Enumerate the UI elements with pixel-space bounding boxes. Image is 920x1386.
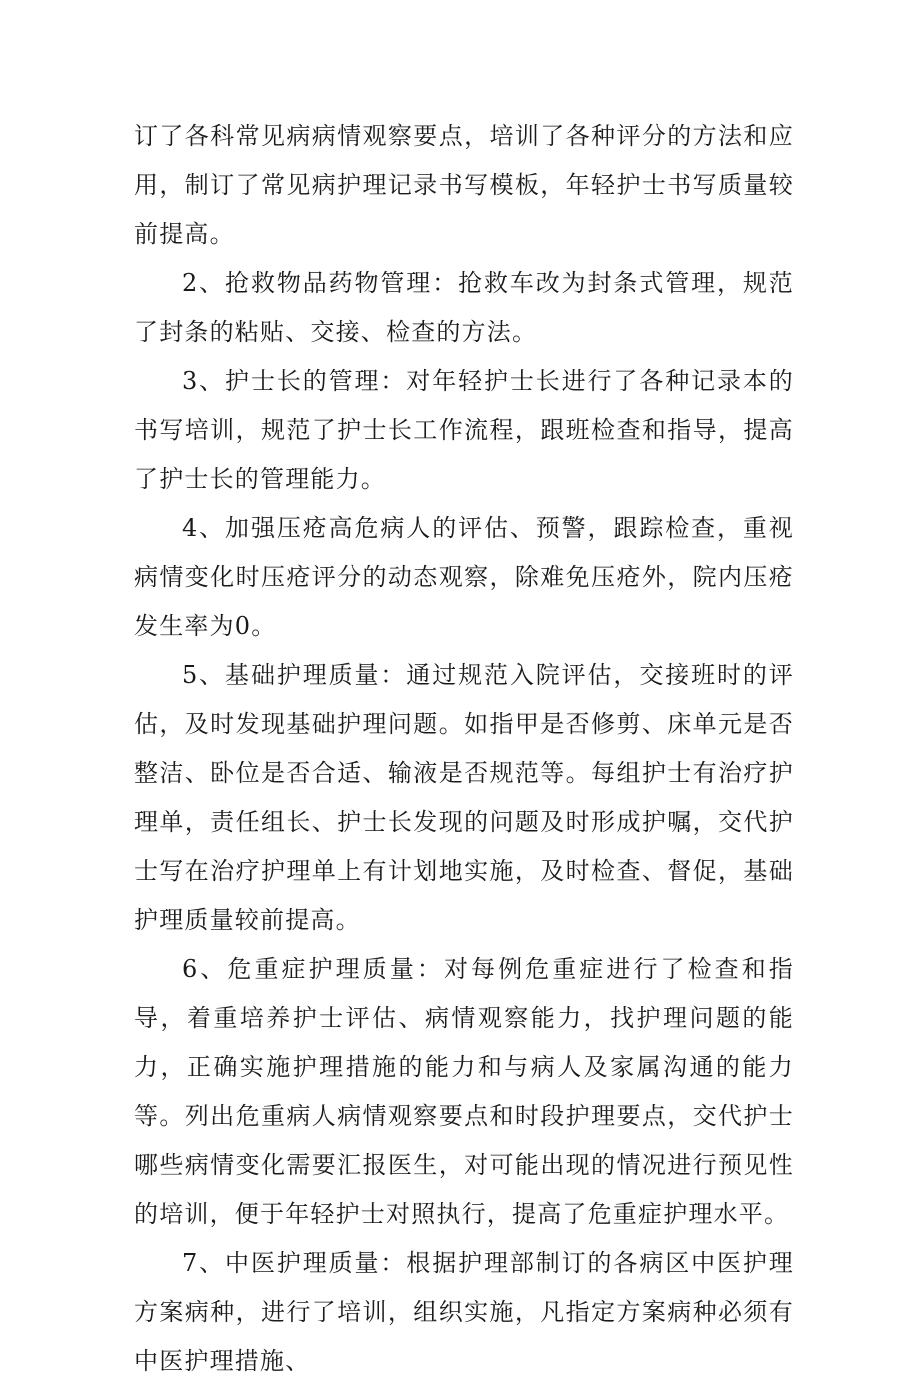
paragraph-item-6-critical-care-quality: 6、危重症护理质量：对每例危重症进行了检查和指导，着重培养护士评估、病情观察能力，找护理问题的能力，正确实施护理措施的能力和与病人及家属沟通的能力等。列出危重病人病情观察要点和时段护理要点，交代护士哪些病情变化需要汇报医生，对可能出现的情况进行预见性的培训，便于年轻护士对照执行，提高了危重症护理水平。 [134, 955, 794, 1228]
paragraph-item-3-head-nurse-management: 3、护士长的管理：对年轻护士长进行了各种记录本的书写培训，规范了护士长工作流程，跟班检查和指导，提高了护士长的管理能力。 [134, 367, 794, 493]
paragraph-item-5-basic-care-quality: 5、基础护理质量：通过规范入院评估，交接班时的评估，及时发现基础护理问题。如指甲是否修剪、床单元是否整洁、卧位是否合适、输液是否规范等。每组护士有治疗护理单，责任组长、护士长发现的问题及时形成护嘱，交代护士写在治疗护理单上有计划地实施，及时检查、督促，基础护理质量较前提高。 [134, 661, 794, 934]
document-body [134, 112, 794, 1386]
paragraph-item-4-pressure-sore: 4、加强压疮高危病人的评估、预警，跟踪检查，重视病情变化时压疮评分的动态观察，除难免压疮外，院内压疮发生率为0。 [134, 514, 794, 640]
paragraph-continuation: 订了各科常见病病情观察要点，培训了各种评分的方法和应用，制订了常见病护理记录书写模板，年轻护士书写质量较前提高。 [134, 122, 794, 248]
paragraph-item-2-rescue-supplies: 2、抢救物品药物管理：抢救车改为封条式管理，规范了封条的粘贴、交接、检查的方法。 [134, 269, 794, 346]
paragraph-item-7-tcm-care-quality: 7、中医护理质量：根据护理部制订的各病区中医护理方案病种，进行了培训，组织实施，凡指定方案病种必须有中医护理措施、 [134, 1249, 794, 1375]
